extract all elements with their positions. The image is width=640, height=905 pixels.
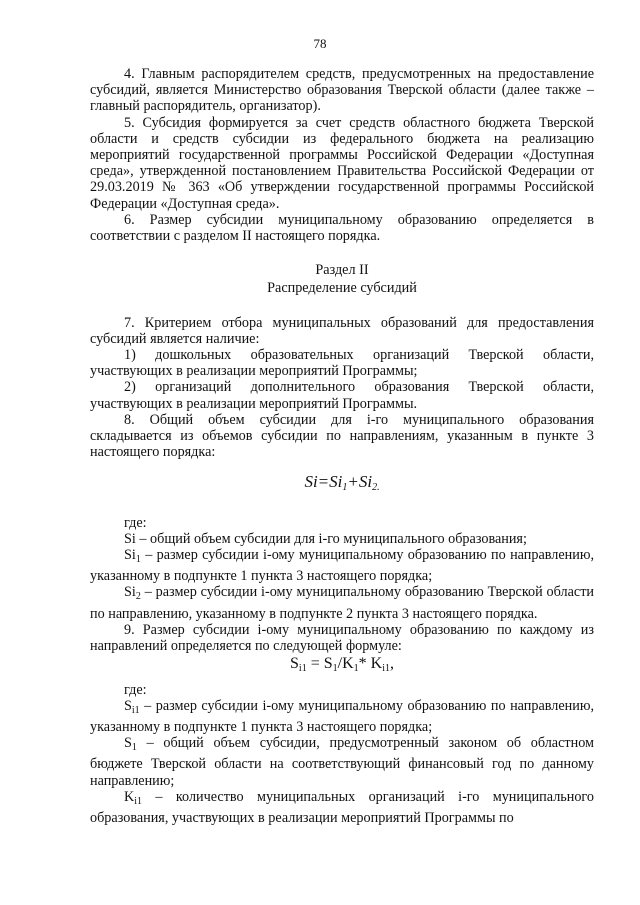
def-si1-symbol: Si bbox=[124, 547, 136, 564]
formula1-lhs: Si=Si bbox=[304, 472, 343, 492]
section-title: Раздел II bbox=[315, 262, 369, 279]
f2-div-sub: 1 bbox=[353, 663, 359, 675]
where-label-2: где: bbox=[124, 681, 147, 698]
d1-sub: i1 bbox=[131, 704, 140, 716]
where-label-1: где: bbox=[124, 514, 147, 531]
section-subtitle: Распределение субсидий bbox=[267, 280, 417, 297]
formula-total-subsidy bbox=[90, 474, 594, 496]
definition-si2 bbox=[90, 584, 594, 621]
definition-s1 bbox=[90, 735, 594, 789]
d2-text: – общий объем субсидии, предусмотренный законом об областном бюджете Тверской области на соответствующий финансовый год по данному направлению; bbox=[90, 735, 594, 789]
page-number: 78 bbox=[313, 36, 327, 51]
def-si1-sub: 1 bbox=[135, 554, 141, 566]
d3-text: – количество муниципальных организаций i-го муниципального образования, участвующих в реализации мероприятий Программы по bbox=[90, 788, 594, 826]
paragraph-7-item-2: 2) организаций дополнительного образования Тверской области, участвующих в реализации мероприятий Программы. bbox=[90, 379, 594, 412]
paragraph-4: 4. Главным распорядителем средств, предусмотренных на предоставление субсидий, является Министерство образования Тверской области (далее также – главный распорядитель, организатор). bbox=[90, 66, 594, 115]
paragraph-7: 7. Критерием отбора муниципальных образований для предоставления субсидий является наличие: bbox=[90, 314, 594, 347]
paragraph-6: 6. Размер субсидии муниципальному образованию определяется в соответствии с разделом II настоящего порядка. bbox=[90, 211, 594, 245]
formula1-sub2: 2. bbox=[372, 482, 380, 494]
d1-symbol: S bbox=[124, 697, 132, 714]
f2-div: /K bbox=[337, 655, 354, 673]
d1-text: – размер субсидии i-ому муниципальному образованию по направлению, указанному в подпункте 1 пункта 3 настоящего порядка; bbox=[90, 697, 594, 735]
f2-s: S bbox=[290, 655, 299, 673]
def-si1-text: – размер субсидии i-ому муниципальному образованию по направлению, указанному в подпункте 1 пункта 3 настоящего порядка; bbox=[90, 547, 594, 585]
f2-mul: * K bbox=[358, 655, 383, 673]
definition-si1-formula bbox=[90, 698, 594, 735]
d2-symbol: S bbox=[124, 735, 132, 752]
f2-eq-sub: 1 bbox=[332, 663, 338, 675]
paragraph-9: 9. Размер субсидии i-ому муниципальному образованию по каждому из направлений определяется по следующей формуле: bbox=[90, 621, 594, 655]
d3-sub: i1 bbox=[134, 795, 143, 807]
definition-si1 bbox=[90, 547, 594, 584]
paragraph-8: 8. Общий объем субсидии для i-го муниципального образования складывается из объемов субсидии по направлениям, указанным в пункте 3 настоящего порядка: bbox=[90, 411, 594, 461]
formula-direction-subsidy bbox=[90, 656, 594, 677]
definition-si: Si – общий объем субсидии для i-го муниципального образования; bbox=[124, 530, 527, 547]
formula1-sub1: 1 bbox=[342, 482, 348, 494]
f2-s-sub: i1 bbox=[298, 663, 307, 675]
d3-symbol: K bbox=[124, 788, 135, 805]
formula1-mid: +Si bbox=[347, 472, 373, 492]
def-si2-symbol: Si bbox=[124, 584, 136, 601]
document-body bbox=[90, 66, 594, 826]
f2-eq: = S bbox=[306, 655, 333, 673]
paragraph-7-item-1: 1) дошкольных образовательных организаций Тверской области, участвующих в реализации мероприятий Программы; bbox=[90, 347, 594, 380]
f2-mul-sub: i1 bbox=[382, 663, 390, 675]
paragraph-5: 5. Субсидия формируется за счет средств областного бюджета Тверской области и средств субсидии из федерального бюджета на реализацию мероприятий государственной программы Российской Федерации «Доступная среда», утвержденной постановлением Правительства Российской Федерации от 29.03.2019 № 363 «Об утверждении государственной программы Российской Федерации «Доступная среда». bbox=[90, 114, 594, 212]
f2-end: , bbox=[389, 655, 394, 673]
d2-sub: 1 bbox=[131, 742, 137, 754]
definition-ki1 bbox=[90, 789, 594, 826]
def-si2-sub: 2 bbox=[135, 591, 141, 603]
def-si2-text: – размер субсидии i-ому муниципальному образованию Тверской области по направлению, указанному в подпункте 2 пункта 3 настоящего порядка. bbox=[90, 584, 594, 622]
